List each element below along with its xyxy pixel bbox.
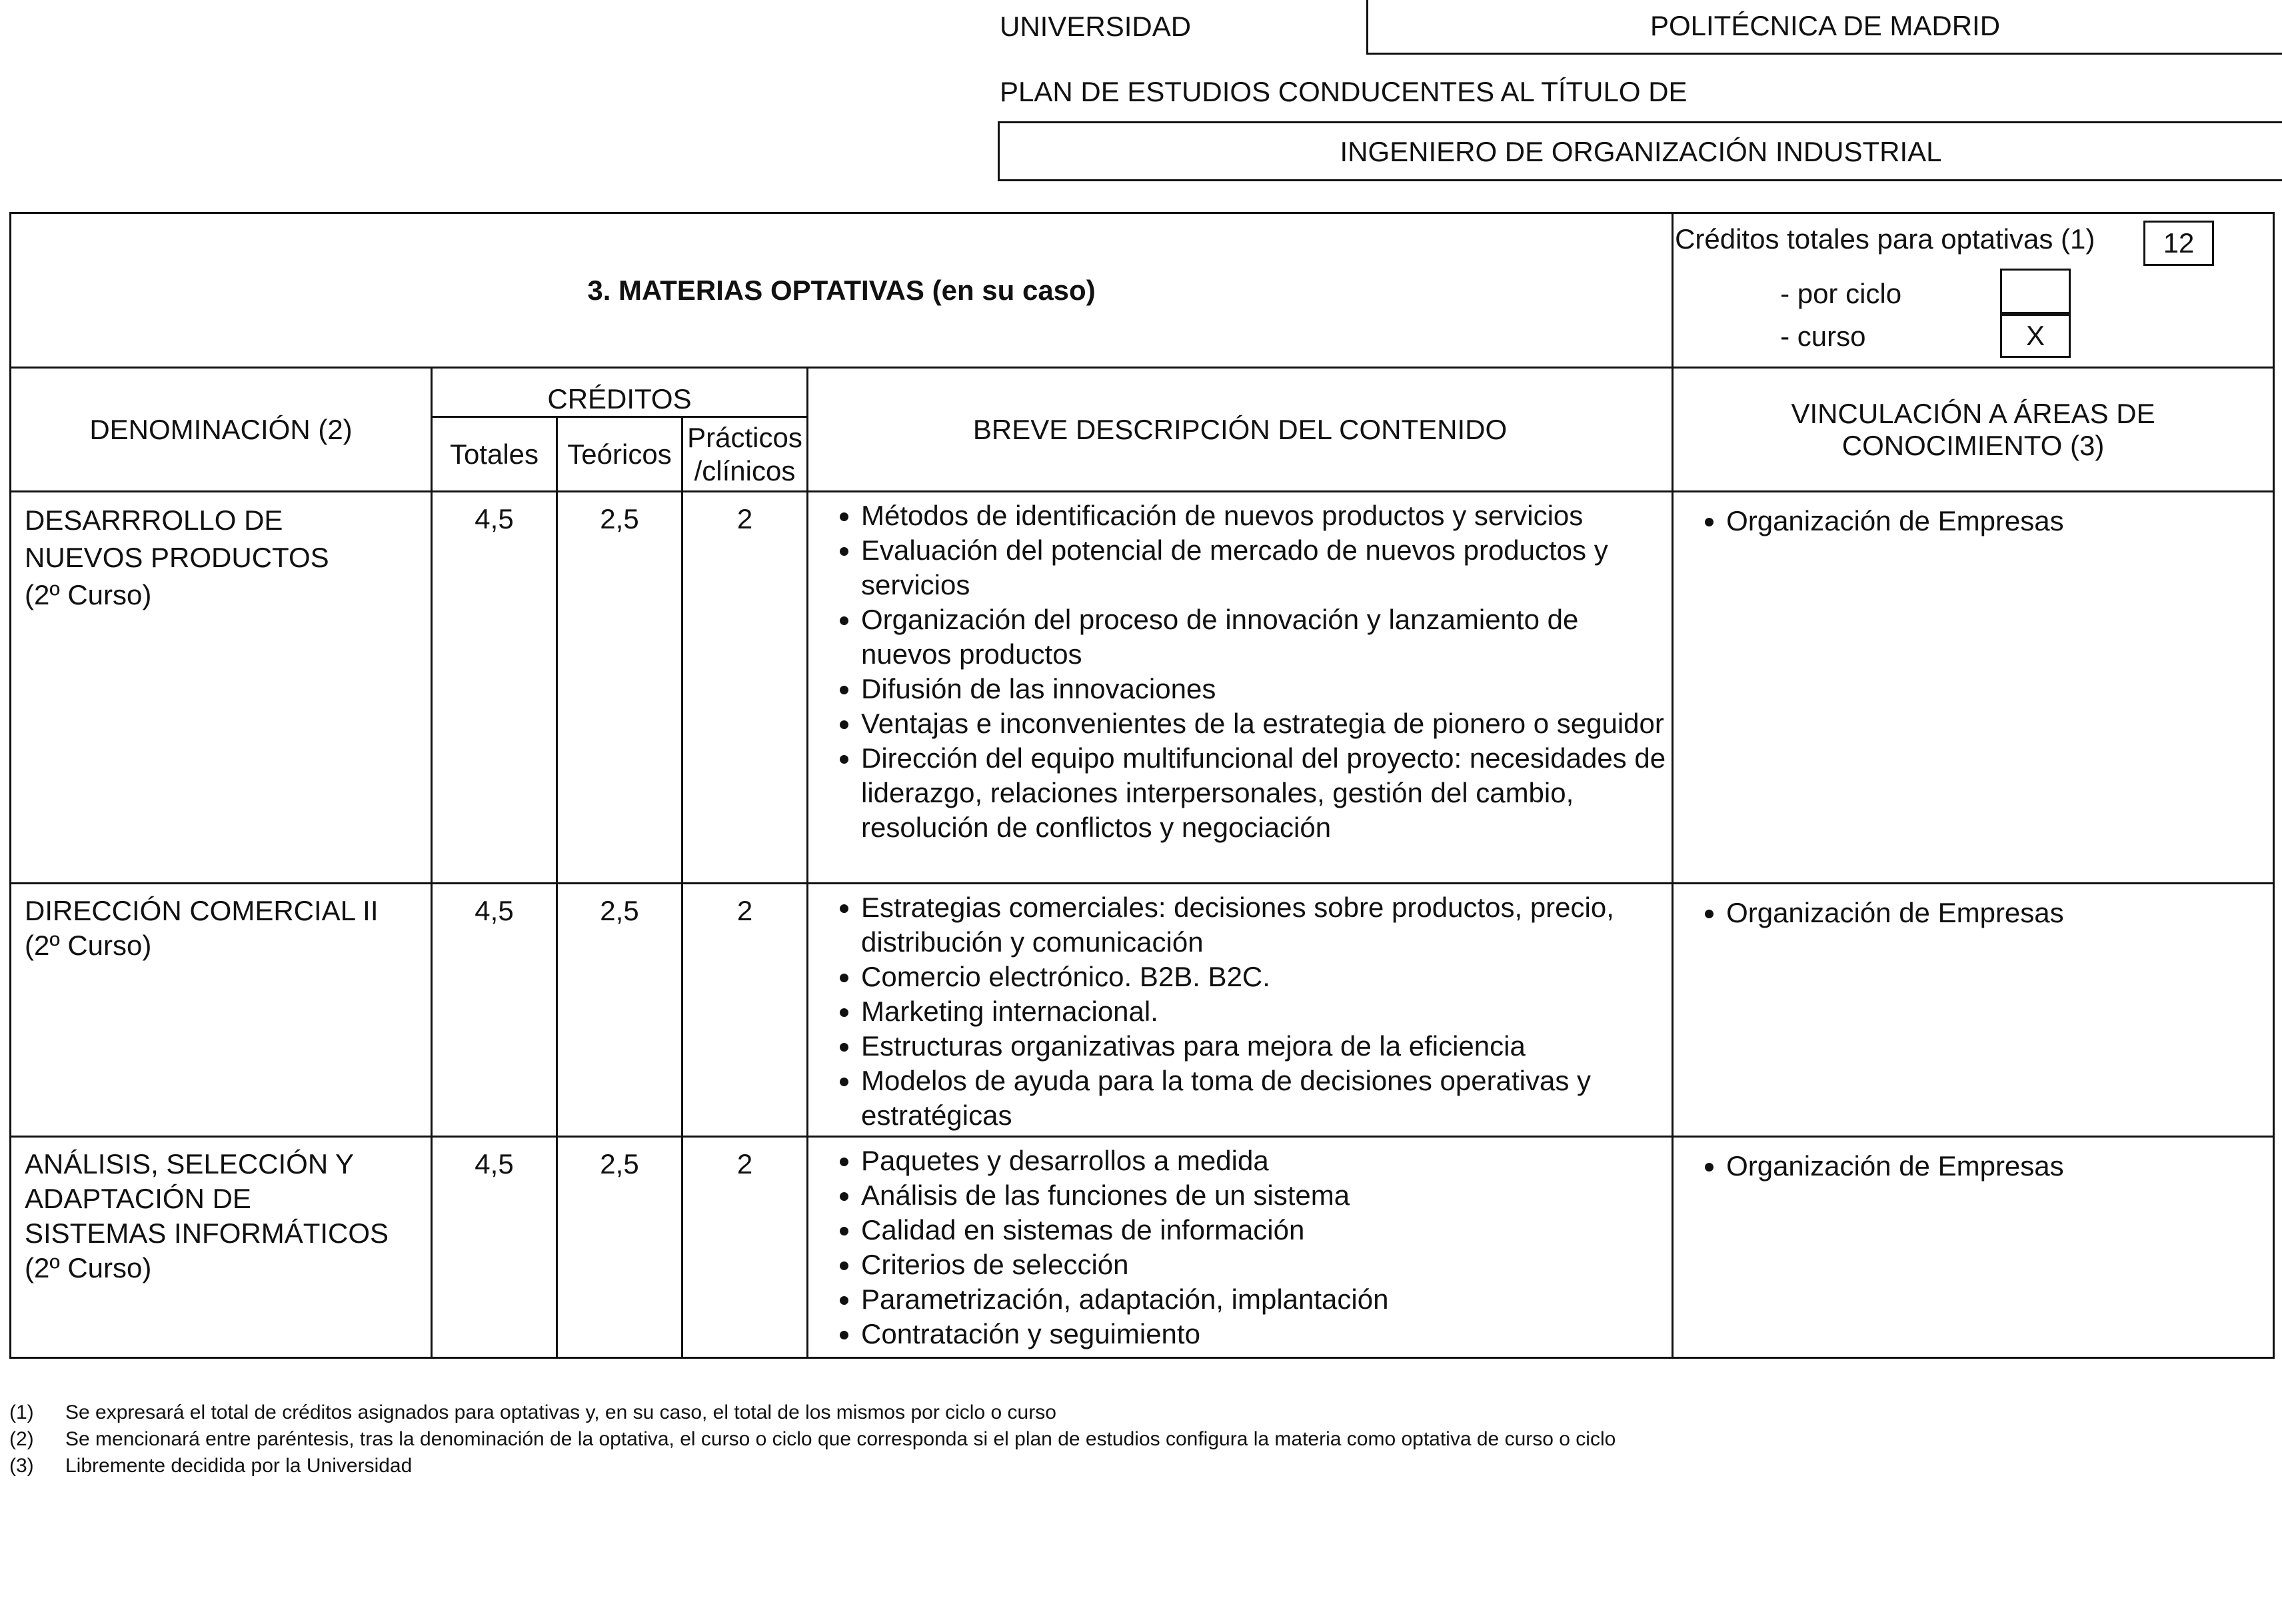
header-practicos-line1: Prácticos: [687, 421, 802, 453]
content-item: • Evaluación del potencial de mercado de nuevos productos y servicios: [861, 533, 1666, 602]
plan-label: PLAN DE ESTUDIOS CONDUCENTES AL TÍTULO DE: [1000, 76, 1688, 107]
content-item: • Organización del proceso de innovación y lanzamiento de nuevos productos: [861, 602, 1666, 672]
subject-name-line: (2º Curso): [25, 579, 152, 610]
subject-name-line: NUEVOS PRODUCTOS: [25, 542, 329, 573]
content-description: [808, 1137, 1673, 1358]
content-item: • Criterios de selección: [861, 1247, 1666, 1282]
header-vinculacion-line2: CONOCIMIENTO (3): [1841, 429, 2105, 461]
content-item: • Marketing internacional.: [861, 994, 1666, 1029]
area-item: • Organización de Empresas: [1726, 896, 2267, 930]
per-course-label: - curso: [1780, 321, 1866, 352]
content-item: • Contratación y seguimiento: [861, 1317, 1666, 1351]
content-item: • Estructuras organizativas para mejora de la eficiencia: [861, 1029, 1666, 1064]
footnote-number: (1): [9, 1401, 34, 1423]
section-title-row: [11, 213, 2274, 368]
header-practicos-line2: /clínicos: [694, 454, 796, 486]
footnote: [9, 1426, 1616, 1453]
credits-teoricos: 2,5: [557, 492, 682, 884]
section-title: 3. MATERIAS OPTATIVAS (en su caso): [11, 213, 1673, 368]
credits-total-value: 12: [2143, 221, 2214, 266]
column-header-row: [11, 368, 2274, 417]
content-item: • Modelos de ayuda para la toma de decisiones operativas y estratégicas: [861, 1064, 1666, 1133]
credits-teoricos: 2,5: [557, 1137, 682, 1358]
header-teoricos: Teóricos: [557, 417, 682, 492]
area-item: • Organización de Empresas: [1726, 1149, 2267, 1184]
content-item: • Dirección del equipo multifuncional del proyecto: necesidades de liderazgo, relaciones interpersonales, gestión del cambio, resolución de conflictos y negociación: [861, 741, 1666, 845]
subject-name: [11, 884, 432, 1137]
subject-name-line: DIRECCIÓN COMERCIAL II: [25, 895, 379, 926]
content-item: • Difusión de las innovaciones: [861, 672, 1666, 706]
table-row: [11, 884, 2274, 1137]
content-item: • Calidad en sistemas de información: [861, 1213, 1666, 1247]
subject-name-line: ANÁLISIS, SELECCIÓN Y: [25, 1148, 355, 1180]
degree-field: INGENIERO DE ORGANIZACIÓN INDUSTRIAL: [998, 121, 2282, 181]
subject-name: [11, 1137, 432, 1358]
credits-totales: 4,5: [432, 1137, 557, 1358]
footnote: [9, 1399, 1616, 1426]
table-row: [11, 1137, 2274, 1358]
footnote-number: (2): [9, 1428, 34, 1450]
per-course-checkbox: X: [2000, 314, 2071, 358]
credits-practicos: 2: [682, 1137, 808, 1358]
footnote: [9, 1453, 1616, 1479]
content-description: [808, 492, 1673, 884]
credits-total-label: Créditos totales para optativas (1): [1675, 223, 2095, 255]
optional-subjects-table: [9, 212, 2275, 1359]
credits-practicos: 2: [682, 884, 808, 1137]
content-item: • Comercio electrónico. B2B. B2C.: [861, 960, 1666, 994]
university-name-field: POLITÉCNICA DE MADRID: [1366, 0, 2282, 55]
header-totales: Totales: [432, 417, 557, 492]
content-item: • Paquetes y desarrollos a medida: [861, 1144, 1666, 1178]
content-item: • Estrategias comerciales: decisiones sobre productos, precio, distribución y comunicación: [861, 890, 1666, 960]
header-practicos: [682, 417, 808, 492]
knowledge-area: [1673, 884, 2274, 1137]
header-vinculacion: [1673, 368, 2274, 492]
credits-summary: [1673, 213, 2274, 368]
university-label: UNIVERSIDAD: [1000, 11, 1192, 42]
header-vinculacion-line1: VINCULACIÓN A ÁREAS DE: [1791, 397, 2155, 429]
header-denominacion: DENOMINACIÓN (2): [11, 368, 432, 492]
credits-totales: 4,5: [432, 492, 557, 884]
per-cycle-checkbox: [2000, 269, 2071, 314]
subject-name-line: SISTEMAS INFORMÁTICOS: [25, 1218, 389, 1249]
footnote-text: Se expresará el total de créditos asignados para optativas y, en su caso, el total de los mismos por ciclo o curso: [65, 1401, 1056, 1423]
credits-teoricos: 2,5: [557, 884, 682, 1137]
subject-name-line: DESARRROLLO DE: [25, 504, 283, 536]
knowledge-area: [1673, 1137, 2274, 1358]
knowledge-area: [1673, 492, 2274, 884]
credits-practicos: 2: [682, 492, 808, 884]
subject-name-line: (2º Curso): [25, 930, 152, 961]
content-item: • Ventajas e inconvenientes de la estrategia de pionero o seguidor: [861, 706, 1666, 741]
table-row: [11, 492, 2274, 884]
subject-name: [11, 492, 432, 884]
content-item: • Análisis de las funciones de un sistema: [861, 1178, 1666, 1213]
content-item: • Métodos de identificación de nuevos productos y servicios: [861, 498, 1666, 533]
area-item: • Organización de Empresas: [1726, 504, 2267, 538]
content-description: [808, 884, 1673, 1137]
content-item: • Parametrización, adaptación, implantación: [861, 1282, 1666, 1317]
subject-name-line: (2º Curso): [25, 1252, 152, 1283]
per-cycle-label: - por ciclo: [1780, 278, 1902, 309]
footnotes: [9, 1399, 1616, 1479]
header-descripcion: BREVE DESCRIPCIÓN DEL CONTENIDO: [808, 368, 1673, 492]
footnote-number: (3): [9, 1455, 34, 1477]
footnote-text: Libremente decidida por la Universidad: [65, 1455, 413, 1477]
header-creditos: CRÉDITOS: [432, 368, 808, 417]
footnote-text: Se mencionará entre paréntesis, tras la denominación de la optativa, el curso o ciclo que corresponda si el plan de estudios configura la materia como optativa de curso o ciclo: [65, 1428, 1616, 1450]
credits-totales: 4,5: [432, 884, 557, 1137]
subject-name-line: ADAPTACIÓN DE: [25, 1183, 251, 1214]
